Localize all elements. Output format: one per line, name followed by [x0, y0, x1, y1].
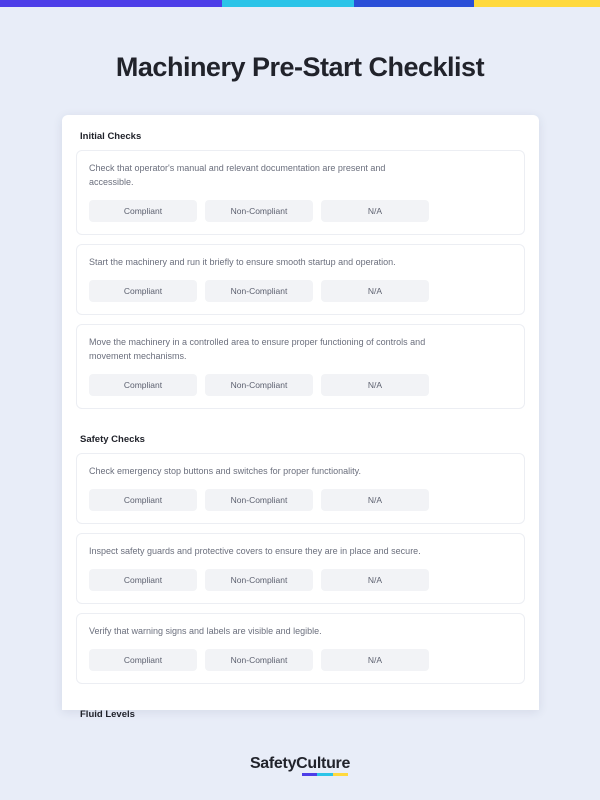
option-compliant[interactable]: Compliant [89, 649, 197, 671]
section-heading-fluid-levels: Fluid Levels [80, 708, 135, 720]
logo-text: SafetyCulture [249, 755, 351, 772]
page-title: Machinery Pre-Start Checklist [115, 52, 485, 82]
checklist-item-text: Inspect safety guards and protective covers to ensure they are in place and secure. [89, 545, 421, 556]
option-na[interactable]: N/A [321, 649, 429, 671]
option-non-compliant[interactable]: Non-Compliant [205, 200, 313, 222]
option-na[interactable]: N/A [321, 489, 429, 511]
checklist-item-text: Move the machinery in a controlled area to ensure proper functioning of controls and movement mechanisms. [89, 336, 426, 361]
logo-underline-yellow [333, 773, 348, 776]
checklist-item-text: Start the machinery and run it briefly to ensure smooth startup and operation. [89, 256, 396, 267]
option-compliant[interactable]: Compliant [89, 569, 197, 591]
response-options [89, 569, 512, 591]
option-compliant[interactable]: Compliant [89, 280, 197, 302]
response-options [89, 489, 512, 511]
top-bar-segment-purple [0, 0, 222, 7]
option-compliant[interactable]: Compliant [89, 374, 197, 396]
option-na[interactable]: N/A [321, 569, 429, 591]
option-compliant[interactable]: Compliant [89, 489, 197, 511]
checklist-item-text: Verify that warning signs and labels are visible and legible. [89, 625, 322, 636]
checklist-item [76, 453, 525, 524]
checklist-document [62, 115, 539, 720]
option-na[interactable]: N/A [321, 200, 429, 222]
checklist-item [76, 533, 525, 604]
checklist-item [76, 244, 525, 315]
response-options [89, 280, 512, 302]
section-heading-initial-checks: Initial Checks [80, 131, 142, 142]
checklist-item [76, 150, 525, 235]
top-color-bar [0, 0, 600, 7]
checklist-item [76, 613, 525, 684]
checklist-item-text: Check that operator's manual and relevant documentation are present and accessible. [89, 163, 386, 187]
option-non-compliant[interactable]: Non-Compliant [205, 374, 313, 396]
response-options [89, 649, 512, 671]
checklist-item-text: Check emergency stop buttons and switches for proper functionality. [89, 465, 361, 476]
option-non-compliant[interactable]: Non-Compliant [205, 649, 313, 671]
top-bar-segment-yellow [474, 0, 600, 7]
option-compliant[interactable]: Compliant [89, 200, 197, 222]
option-na[interactable]: N/A [321, 374, 429, 396]
response-options [89, 374, 512, 396]
response-options [89, 200, 512, 222]
checklist-item [76, 324, 525, 409]
logo-underline [302, 773, 348, 776]
option-na[interactable]: N/A [321, 280, 429, 302]
top-bar-segment-blue [354, 0, 474, 7]
logo-underline-purple [302, 773, 317, 776]
safetyculture-logo [250, 755, 350, 773]
option-non-compliant[interactable]: Non-Compliant [205, 489, 313, 511]
section-heading-safety-checks: Safety Checks [80, 433, 145, 445]
footer [0, 755, 600, 773]
top-bar-segment-cyan [222, 0, 354, 7]
option-non-compliant[interactable]: Non-Compliant [205, 280, 313, 302]
option-non-compliant[interactable]: Non-Compliant [205, 569, 313, 591]
logo-underline-cyan [317, 773, 332, 776]
